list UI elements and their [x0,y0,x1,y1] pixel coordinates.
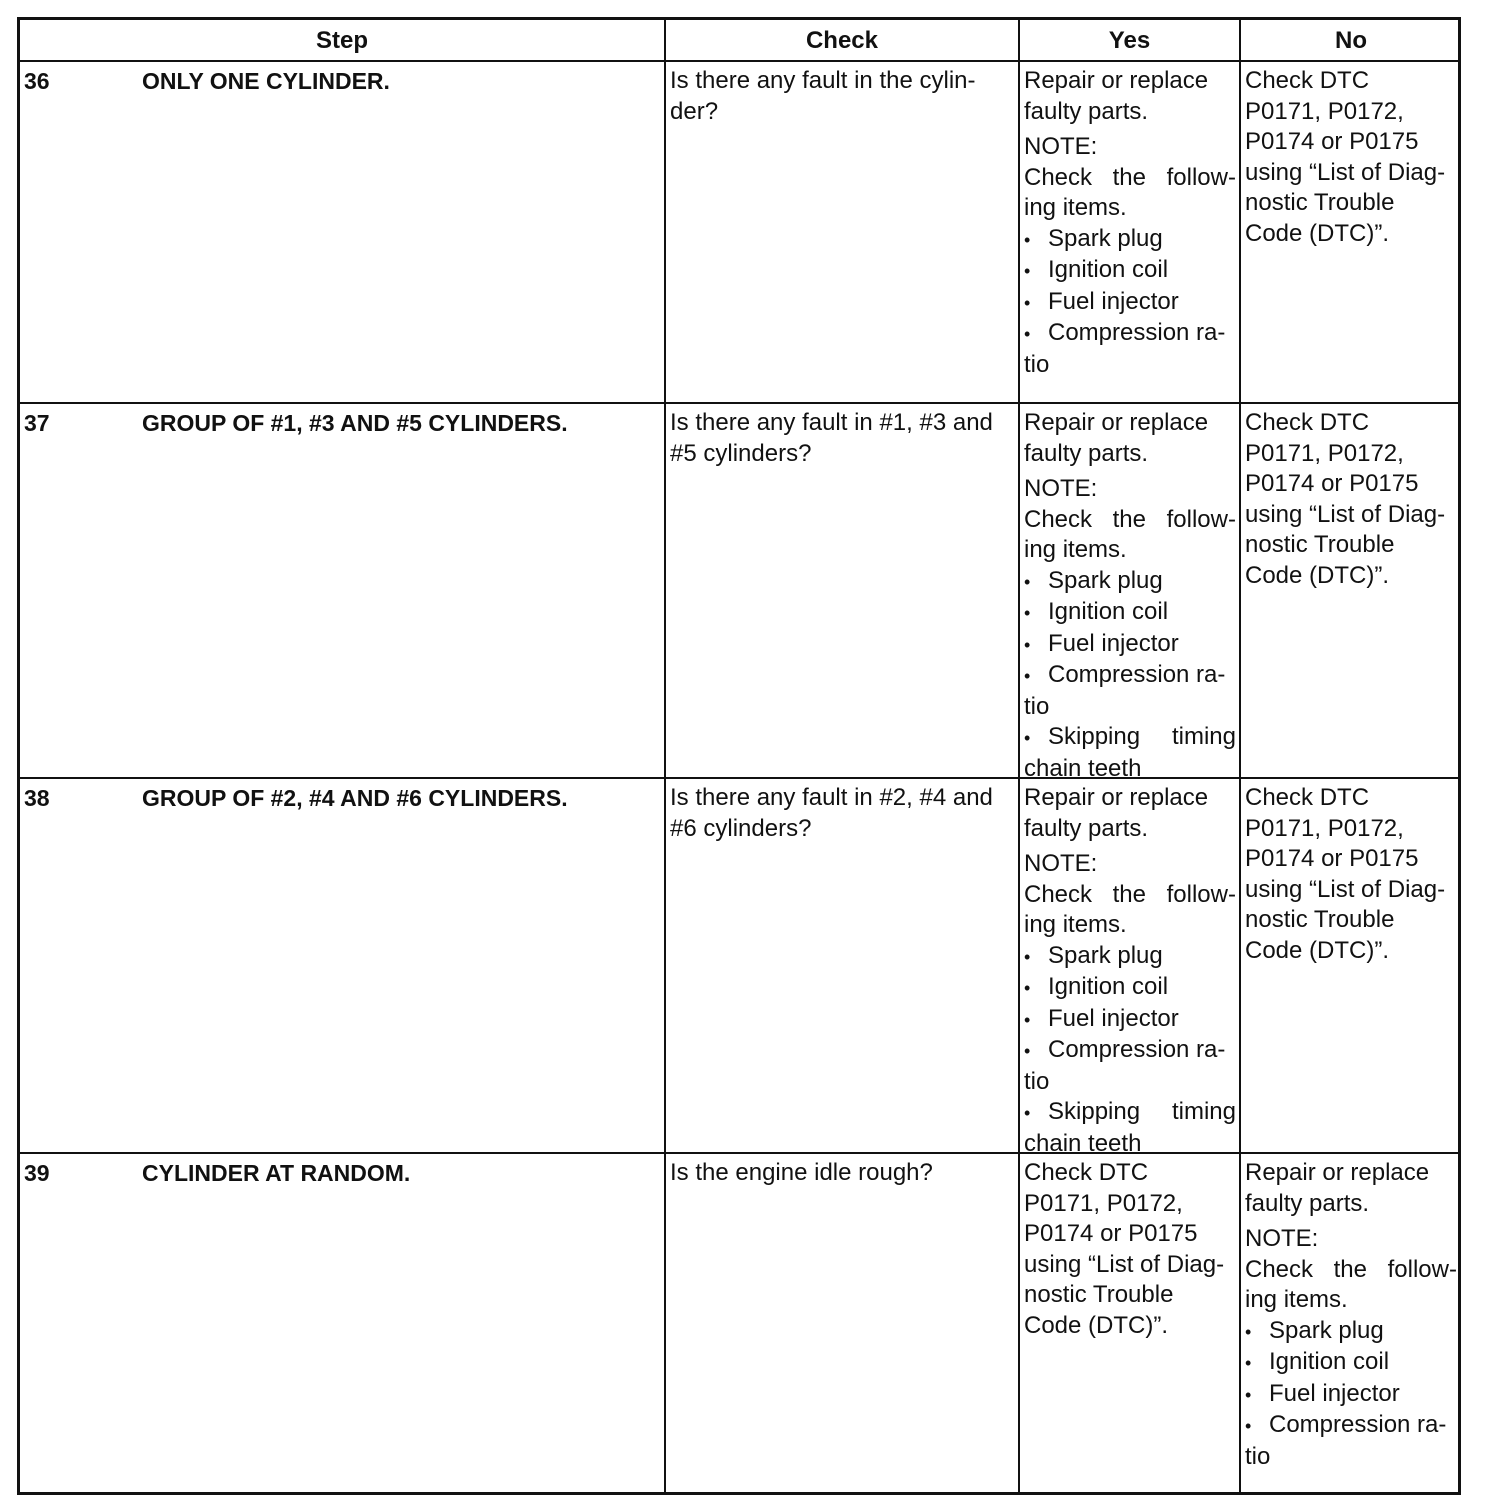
note-word: follow- [1166,880,1236,908]
check-text: der? [670,97,719,125]
note-label: NOTE: [1024,475,1098,502]
no-text: P0171, P0172, [1245,439,1404,467]
header-check: Check [805,27,879,54]
no-text: using “List of Diag- [1245,500,1446,528]
note-word: follow- [1166,505,1236,533]
no-text: P0171, P0172, [1245,97,1404,125]
note-word: Check [1024,163,1093,191]
check-text: #6 cylinders? [670,814,812,842]
check-text: Is the engine idle rough? [670,1159,933,1186]
bullet-item-continued: tio [1024,692,1050,720]
yes-text: using “List of Diag- [1024,1250,1225,1278]
bullet-item-continued: tio [1245,1442,1271,1470]
no-text: Repair or replace [1245,1159,1430,1186]
bullet-item: • Fuel injector [1024,629,1236,661]
note-word: the [1112,505,1147,533]
yes-cell [1024,408,1236,784]
diagnostic-table [17,17,1461,1495]
yes-text: Repair or replace [1024,67,1209,94]
yes-text: faulty parts. [1024,97,1149,125]
no-cell [1245,1158,1457,1472]
yes-text: faulty parts. [1024,439,1149,467]
check-cell [670,408,1008,469]
bullet-item: • Spark plug [1024,224,1236,256]
note-intro [1024,163,1236,194]
check-cell [670,1158,1008,1189]
bullet-item: • Ignition coil [1024,255,1236,287]
note-intro: ing items. [1024,536,1127,563]
bullet-item: • Spark plug [1024,566,1236,598]
table-row [20,62,1458,402]
step-title: GROUP OF #1, #3 AND #5 CYLINDERS. [142,410,568,436]
table-row [20,1154,1458,1492]
bullet-item: • Ignition coil [1024,597,1236,629]
note-word: Check [1024,880,1093,908]
bullet-item-continued: chain teeth [1024,754,1142,782]
note-word: Check [1245,1255,1314,1283]
yes-text: Repair or replace [1024,784,1209,811]
yes-text: Check DTC [1024,1159,1149,1186]
bullet-item-continued: tio [1024,350,1050,378]
yes-cell [1024,783,1236,1159]
no-text: P0171, P0172, [1245,814,1404,842]
note-word: Check [1024,505,1093,533]
check-cell [670,783,1008,844]
bullet-word: • Skipping [1024,722,1140,754]
header-step: Step [315,27,368,54]
bullet-word: timing [1171,723,1236,750]
note-intro: ing items. [1024,911,1127,938]
no-text: using “List of Diag- [1245,875,1446,903]
table-row [20,779,1458,1157]
bullet-item: • Ignition coil [1245,1347,1457,1379]
bullet-item: • Compression ra- [1024,1035,1236,1067]
no-text: P0174 or P0175 [1245,128,1419,155]
step-number: 36 [24,68,50,94]
yes-text: faulty parts. [1024,814,1149,842]
no-text: Check DTC [1245,409,1370,436]
note-intro: ing items. [1245,1286,1348,1313]
header-yes: Yes [1108,27,1151,54]
no-cell [1245,783,1457,966]
check-cell [670,66,1008,127]
bullet-item: • Fuel injector [1245,1379,1457,1411]
bullet-item [1024,722,1236,754]
no-text: nostic Trouble [1245,189,1395,216]
no-text: nostic Trouble [1245,906,1395,933]
note-word: the [1112,163,1147,191]
no-text: Check DTC [1245,67,1370,94]
note-intro [1024,505,1236,536]
bullet-item: • Ignition coil [1024,972,1236,1004]
yes-text: Repair or replace [1024,409,1209,436]
note-intro: ing items. [1024,194,1127,221]
step-title: GROUP OF #2, #4 AND #6 CYLINDERS. [142,785,568,811]
bullet-item-continued: chain teeth [1024,1129,1142,1157]
bullet-item: • Compression ra- [1024,318,1236,350]
bullet-item-continued: tio [1024,1067,1050,1095]
bullet-item [1024,1097,1236,1129]
check-text: Is there any fault in #1, #3 and [670,409,993,436]
note-word: follow- [1166,163,1236,191]
step-title: ONLY ONE CYLINDER. [142,68,390,94]
note-intro [1245,1255,1457,1286]
bullet-item: • Fuel injector [1024,287,1236,319]
no-text: Check DTC [1245,784,1370,811]
bullet-item: • Compression ra- [1245,1410,1457,1442]
no-cell [1245,66,1457,249]
step-number: 37 [24,410,50,436]
bullet-item: • Fuel injector [1024,1004,1236,1036]
no-text: using “List of Diag- [1245,158,1446,186]
bullet-word: • Skipping [1024,1097,1140,1129]
yes-text: P0174 or P0175 [1024,1220,1198,1247]
bullet-item: • Spark plug [1024,941,1236,973]
yes-text: Code (DTC)”. [1024,1311,1169,1339]
note-label: NOTE: [1024,850,1098,877]
note-intro [1024,880,1236,911]
check-text: Is there any fault in #2, #4 and [670,784,993,811]
no-cell [1245,408,1457,591]
check-text: Is there any fault in the cylin- [670,67,976,94]
note-word: the [1333,1255,1368,1283]
no-text: Code (DTC)”. [1245,561,1390,589]
no-text: nostic Trouble [1245,531,1395,558]
no-text: Code (DTC)”. [1245,219,1390,247]
yes-cell [1024,66,1236,380]
yes-cell [1024,1158,1236,1341]
step-title: CYLINDER AT RANDOM. [142,1160,411,1186]
no-text: Code (DTC)”. [1245,936,1390,964]
bullet-item: • Spark plug [1245,1316,1457,1348]
table-row [20,404,1458,782]
header-no: No [1335,27,1367,54]
no-text: faulty parts. [1245,1189,1370,1217]
no-text: P0174 or P0175 [1245,470,1419,497]
step-number: 38 [24,785,50,811]
note-label: NOTE: [1245,1225,1319,1252]
note-word: the [1112,880,1147,908]
bullet-word: timing [1171,1098,1236,1125]
step-number: 39 [24,1160,50,1186]
no-text: P0174 or P0175 [1245,845,1419,872]
check-text: #5 cylinders? [670,439,812,467]
note-label: NOTE: [1024,133,1098,160]
note-word: follow- [1387,1255,1457,1283]
yes-text: nostic Trouble [1024,1281,1174,1308]
bullet-item: • Compression ra- [1024,660,1236,692]
yes-text: P0171, P0172, [1024,1189,1183,1217]
